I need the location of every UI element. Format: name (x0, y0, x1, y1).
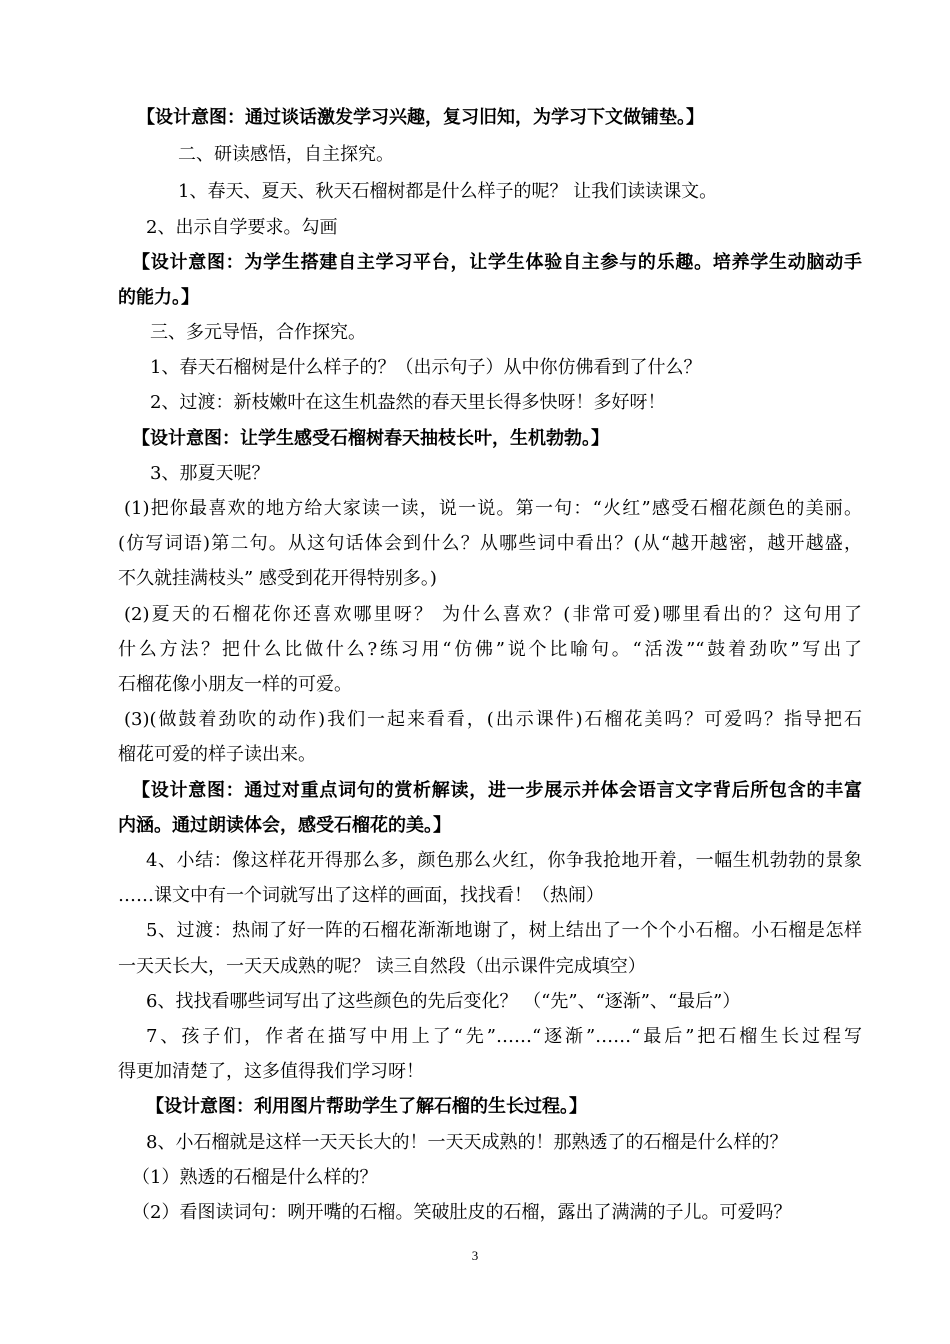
paragraph-line: 2、过渡：新枝嫩叶在这生机盎然的春天里长得多快呀！多好呀！ (150, 392, 666, 413)
design-intent-5: 【设计意图：利用图片帮助学生了解石榴的生长过程。】 (146, 1096, 587, 1117)
paragraph-line: 不久就挂满枝头” 感受到花开得特别多。) (118, 568, 437, 589)
paragraph-line: (3)(做鼓着劲吹的动作)我们一起来看看，(出示课件)石榴花美吗？可爱吗？指导把石 (124, 709, 862, 730)
paragraph-line: 什么方法？把什么比做什么?练习用“仿佛”说个比喻句。“活泼”“鼓着劲吹”写出了 (118, 639, 862, 660)
paragraph-line: 4、小结：像这样花开得那么多，颜色那么火红，你争我抢地开着，一幅生机勃勃的景象 (146, 850, 862, 871)
section-heading-2: 二、研读感悟，自主探究。 (178, 144, 394, 165)
paragraph-line: 7、孩子们，作者在描写中用上了“先”……“逐渐”……“最后”把石榴生长过程写 (146, 1026, 862, 1047)
paragraph-line: (2)夏天的石榴花你还喜欢哪里呀？ 为什么喜欢？(非常可爱)哪里看出的？这句用了 (124, 604, 862, 625)
paragraph-line: 榴花可爱的样子读出来。 (118, 744, 316, 765)
design-intent-2-cont: 的能力。】 (118, 287, 199, 308)
design-intent-3: 【设计意图：让学生感受石榴树春天抽枝长叶，生机勃勃。】 (132, 428, 609, 449)
paragraph-line: 石榴花像小朋友一样的可爱。 (118, 674, 352, 695)
paragraph-line: （1）熟透的石榴是什么样的？ (132, 1167, 378, 1188)
paragraph-line: 8、小石榴就是这样一天天长大的！一天天成熟的！那熟透了的石榴是什么样的？ (146, 1132, 788, 1153)
paragraph-line: 一天天长大，一天天成熟的呢？ 读三自然段（出示课件完成填空） (118, 956, 646, 977)
section-heading-3: 三、多元导悟，合作探究。 (150, 322, 366, 343)
paragraph-line: 3、那夏天呢？ (150, 463, 270, 484)
paragraph-line: 6、找找看哪些词写出了这些颜色的先后变化？ （“先”、“逐渐”、“最后”） (146, 991, 741, 1012)
design-intent-4-cont: 内涵。通过朗读体会，感受石榴花的美。】 (118, 815, 451, 836)
paragraph-line: 5、过渡：热闹了好一阵的石榴花渐渐地谢了，树上结出了一个个小石榴。小石榴是怎样 (146, 920, 862, 941)
paragraph-line: （2）看图读词句：咧开嘴的石榴。笑破肚皮的石榴，露出了满满的子儿。可爱吗？ (132, 1202, 792, 1223)
paragraph-line: 得更加清楚了，这多值得我们学习呀！ (118, 1061, 424, 1082)
paragraph-line: (1)把你最喜欢的地方给大家读一读，说一说。第一句：“火红”感受石榴花颜色的美丽。 (124, 498, 862, 519)
paragraph-line: 2、出示自学要求。勾画 (146, 217, 338, 238)
page-number: 3 (471, 1248, 479, 1263)
design-intent-4: 【设计意图：通过对重点词句的赏析解读，进一步展示并体会语言文字背后所包含的丰富 (132, 780, 862, 801)
paragraph-line: ……课文中有一个词就写出了这样的画面，找找看！（热闹） (118, 885, 604, 906)
design-intent-2: 【设计意图：为学生搭建自主学习平台，让学生体验自主参与的乐趣。培养学生动脑动手 (132, 252, 862, 273)
paragraph-line: 1、春天石榴树是什么样子的？（出示句子）从中你仿佛看到了什么？ (150, 357, 702, 378)
design-intent-1: 【设计意图：通过谈话激发学习兴趣，复习旧知，为学习下文做铺垫。】 (137, 107, 704, 128)
paragraph-line: (仿写词语)第二句。从这句话体会到什么？从哪些词中看出？(从“越开越密，越开越盛， (118, 533, 862, 554)
paragraph-line: 1、春天、夏天、秋天石榴树都是什么样子的呢？ 让我们读读课文。 (178, 181, 718, 202)
